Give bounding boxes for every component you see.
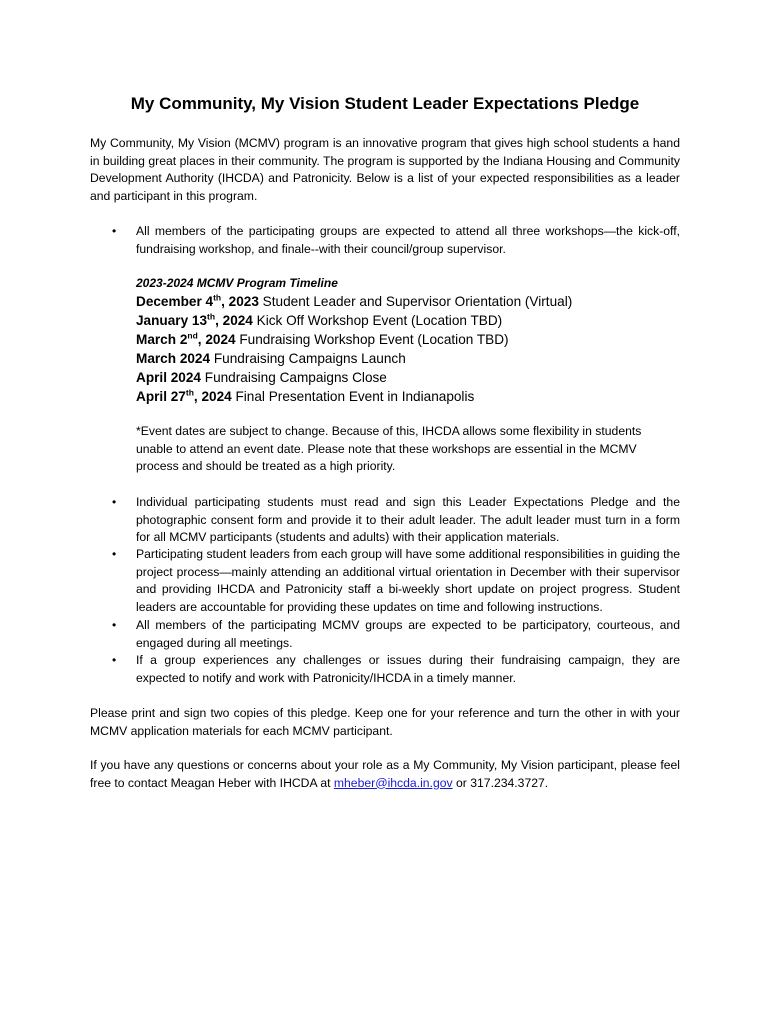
bullet-marker: • [112,224,117,238]
timeline-item: March 2nd, 2024 Fundraising Workshop Event (Location TBD) [136,330,509,347]
bullet-marker: • [112,495,117,509]
challenges-item: If a group experiences any challenges or issues during their fundraising campaign, they are expected to notify and work with Patronicity/IHCDA in a timely manner. [136,653,680,685]
pledge-signature-item: Individual participating students must read and sign this Leader Expectations Pledge and the photographic consent form and provide it to their adult leader. The adult leader must turn in a form for all MCMV participants (students and adults) with their application materials. [136,495,680,544]
student-leader-responsibilities-item: Participating student leaders from each group will have some additional responsibilities in guiding the project process—mainly attending an additional virtual orientation in December with their supervisor and providing IHCDA and Patronicity staff a bi-weekly short update on project progress. Student leaders are accountable for providing these updates on time and following instructions. [136,547,681,614]
participation-item: All members of the participating MCMV groups are expected to be participatory, courteous, and engaged during all meetings. [136,618,680,650]
bullet-marker: • [112,618,117,632]
event-dates-note: *Event dates are subject to change. Because of this, IHCDA allows some flexibility in students unable to attend an event date. Please note that these workshops are essential in the MCMV process and should be treated as a high priority. [136,424,642,473]
timeline-heading: 2023-2024 MCMV Program Timeline [136,276,338,290]
contact-paragraph: If you have any questions or concerns about your role as a My Community, My Vision participant, please feel free to contact Meagan Heber with IHCDA at mheber@ihcda.in.gov or 317.234.3727. [90,758,680,790]
workshop-attendance-item: All members of the participating groups are expected to attend all three workshops—the kick-off, fundraising workshop, and finale--with their council/group supervisor. [136,224,680,256]
timeline-item: January 13th, 2024 Kick Off Workshop Event (Location TBD) [136,311,503,328]
page-title: My Community, My Vision Student Leader Expectations Pledge [130,94,640,113]
bullet-marker: • [112,653,117,667]
timeline-item: December 4th, 2023 Student Leader and Supervisor Orientation (Virtual) [136,292,573,309]
timeline-item: March 2024 Fundraising Campaigns Launch [136,351,406,366]
bullet-marker: • [112,547,117,561]
timeline-item: April 2024 Fundraising Campaigns Close [136,370,387,385]
timeline-item: April 27th, 2024 Final Presentation Event in Indianapolis [136,387,475,404]
contact-email-link[interactable]: mheber@ihcda.in.gov [333,775,453,790]
intro-paragraph: My Community, My Vision (MCMV) program is an innovative program that gives high school students a hand in building great places in their community. The program is supported by the Indiana Housing and Community Development Authority (IHCDA) and Patronicity. Below is a list of your expected responsibilities as a leader and participant in this program. [90,136,680,203]
print-instructions-paragraph: Please print and sign two copies of this pledge. Keep one for your reference and turn the other in with your MCMV application materials for each MCMV participant. [90,706,680,738]
